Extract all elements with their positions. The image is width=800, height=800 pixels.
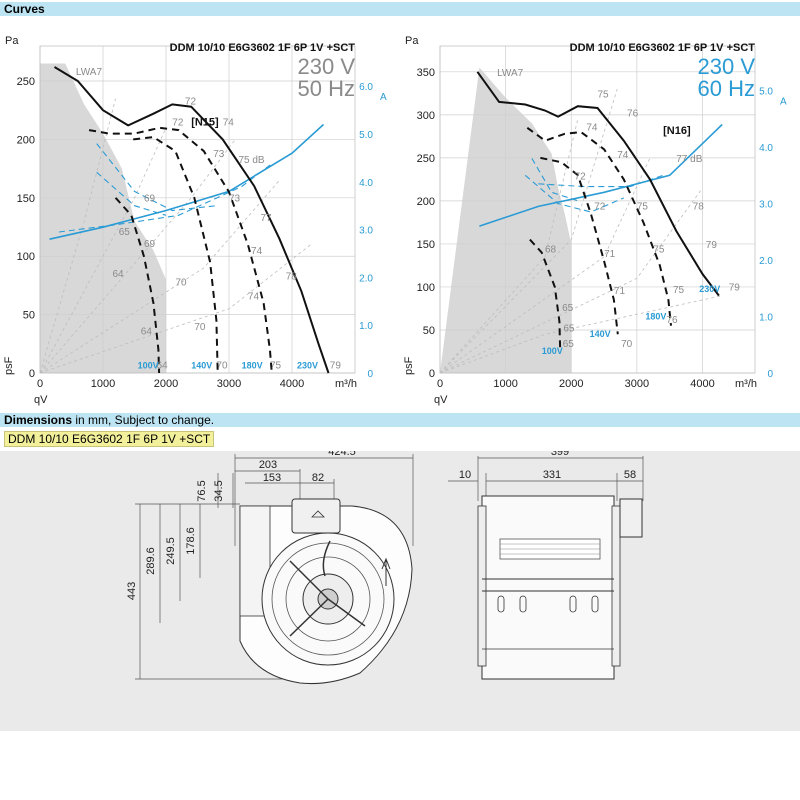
noise-level-label: LWA7: [75, 67, 103, 79]
right-tick-label: 5.0: [359, 130, 373, 142]
chart-60hz: [400, 18, 800, 413]
dim-34-5: 34.5: [213, 480, 225, 502]
x-tick-label: 4000: [690, 378, 715, 390]
right-tick-label: 0: [767, 369, 773, 380]
voltage-curve-label: 140V: [589, 328, 611, 339]
noise-level-label: 65: [563, 323, 575, 335]
dim-203: 203: [258, 459, 278, 471]
noise-level-label: 72: [172, 117, 184, 129]
dim-153: 153: [262, 472, 282, 484]
noise-level-label: 65: [562, 339, 574, 351]
right-tick-label: 2.0: [359, 273, 373, 285]
y-tick-label: 50: [422, 324, 435, 337]
noise-level-label: 78: [285, 271, 297, 283]
noise-level-label: 69: [143, 238, 156, 250]
noise-level-label: 64: [140, 326, 152, 338]
dimension-drawing-area: [0, 451, 800, 731]
x-axis-label: qV: [434, 394, 448, 406]
dim-178-6: 178.6: [185, 527, 197, 555]
voltage-curve-label: 100V: [137, 360, 159, 371]
y-tick-label: 100: [16, 251, 35, 264]
voltage-curve-label: 100V: [541, 346, 563, 357]
dim-289-6: 289.6: [145, 547, 157, 575]
noise-level-label: 64: [112, 269, 124, 281]
noise-level-label: 70: [216, 360, 228, 372]
dimensions-header: [0, 413, 800, 427]
noise-level-label: 74: [247, 291, 260, 303]
noise-level-label: 79: [329, 360, 341, 372]
noise-level-label: 73: [229, 193, 241, 205]
right-tick-label: 1.0: [359, 321, 373, 333]
dim-58: 58: [623, 469, 637, 481]
y-tick-label: 250: [16, 76, 35, 89]
front-view: [240, 499, 412, 684]
y-tick-label: 200: [16, 134, 35, 147]
noise-level-label: 73: [213, 148, 225, 160]
noise-level-label: 75: [653, 244, 665, 256]
dimension-drawing: [0, 451, 800, 731]
y-tick-label: 50: [22, 309, 35, 322]
noise-level-label: 77: [260, 213, 272, 225]
chart-50hz: [0, 18, 400, 413]
curve-ref-label: [N15]: [191, 116, 219, 129]
voltage-curve-label: 230V: [297, 360, 319, 371]
right-tick-label: 2.0: [759, 256, 773, 268]
frequency-label: 50 Hz: [297, 76, 355, 101]
noise-level-label: 74: [617, 149, 629, 161]
x-tick-label: 0: [36, 378, 44, 390]
noise-level-label: 77 dB: [676, 154, 703, 166]
right-tick-label: 3.0: [359, 225, 373, 237]
voltage-curve-label: 180V: [241, 360, 263, 371]
noise-level-label: 71: [613, 285, 626, 297]
x-tick-label: 0: [436, 378, 444, 390]
y-tick-label: 0: [28, 368, 35, 380]
x-tick-label: 1000: [493, 378, 518, 390]
right-axis-unit: A: [780, 96, 787, 108]
right-tick-label: 1.0: [759, 312, 773, 324]
noise-level-label: 79: [705, 240, 717, 252]
curve-ref-label: [N16]: [663, 124, 691, 137]
noise-level-label: 68: [545, 244, 557, 256]
right-tick-label: 6.0: [359, 82, 373, 94]
noise-level-label: 75: [636, 201, 648, 213]
noise-level-label: 75 dB: [238, 154, 265, 166]
side-view: [478, 496, 642, 679]
curves-header: [0, 2, 800, 16]
dim-424-5: 424.5: [328, 451, 356, 458]
x-tick-label: 2000: [153, 378, 179, 390]
x-tick-label: 3000: [624, 378, 650, 390]
x-tick-label: 3000: [216, 378, 242, 390]
noise-level-label: 74: [251, 245, 263, 257]
dim-399: 399: [550, 451, 570, 458]
dim-76-5: 76.5: [196, 480, 208, 502]
y-tick-label: 350: [416, 66, 435, 79]
y-tick-label: 200: [416, 195, 435, 208]
chart-title: DDM 10/10 E6G3602 1F 6P 1V +SCT: [169, 42, 355, 54]
x-tick-label: 1000: [90, 378, 116, 390]
noise-level-label: 75: [597, 89, 609, 101]
dim-249-5: 249.5: [165, 537, 177, 565]
noise-level-label: 71: [604, 248, 616, 260]
model-tag: DDM 10/10 E6G3602 1F 6P 1V +SCT: [4, 431, 214, 447]
side-dim-labels: [459, 451, 636, 481]
noise-level-label: 76: [627, 108, 639, 120]
voltage-curve-label: 230V: [699, 284, 721, 295]
dim-443: 443: [126, 581, 138, 601]
y-axis-label: psF: [3, 356, 15, 375]
right-tick-label: 4.0: [359, 177, 373, 189]
noise-level-label: 65: [118, 227, 130, 239]
x-unit-label: m³/h: [335, 378, 357, 390]
y-tick-label: 150: [416, 238, 435, 251]
x-tick-label: 4000: [279, 378, 305, 390]
x-unit-label: m³/h: [735, 378, 757, 390]
noise-level-label: 65: [562, 303, 574, 315]
noise-level-label: 79: [728, 282, 740, 294]
noise-level-label: 75: [672, 284, 685, 296]
noise-level-label: 76: [666, 315, 678, 327]
y-unit-label: Pa: [405, 35, 419, 47]
dimensions-note: in mm, Subject to change.: [72, 413, 215, 427]
noise-level-label: 72: [184, 96, 197, 108]
right-axis-unit: A: [380, 92, 387, 104]
dim-82: 82: [311, 472, 325, 484]
noise-level-label: 72: [594, 201, 606, 213]
dim-331: 331: [542, 469, 562, 481]
frequency-label: 60 Hz: [697, 76, 755, 101]
noise-level-label: 72: [574, 171, 586, 183]
noise-level-label: 78: [692, 201, 704, 213]
voltage-curve-label: 140V: [191, 360, 213, 371]
dimensions-title: Dimensions: [4, 413, 73, 427]
noise-level-label: 75: [269, 360, 282, 372]
y-tick-label: 150: [16, 192, 35, 205]
right-tick-label: 4.0: [759, 143, 773, 155]
noise-level-label: 70: [194, 321, 206, 333]
noise-level-label: 70: [621, 339, 633, 351]
x-tick-label: 2000: [559, 378, 584, 390]
noise-level-label: 74: [586, 122, 598, 134]
noise-level-label: 74: [222, 117, 234, 129]
voltage-label: 230 V: [697, 54, 755, 79]
dim-10: 10: [458, 469, 472, 481]
y-axis-label: psF: [403, 356, 415, 375]
noise-level-label: 64: [156, 360, 168, 372]
noise-level-label: 69: [143, 193, 156, 205]
y-tick-label: 300: [416, 109, 435, 122]
right-tick-label: 3.0: [759, 199, 773, 211]
curves-title: Curves: [4, 2, 45, 16]
y-tick-label: 100: [416, 281, 435, 294]
noise-level-label: LWA7: [497, 68, 524, 80]
right-tick-label: 0: [367, 369, 373, 380]
chart-title: DDM 10/10 E6G3602 1F 6P 1V +SCT: [569, 42, 755, 54]
y-unit-label: Pa: [5, 35, 19, 47]
x-axis-label: qV: [34, 394, 48, 406]
noise-level-label: 70: [175, 277, 187, 289]
voltage-label: 230 V: [297, 54, 355, 79]
voltage-curve-label: 180V: [645, 311, 667, 322]
y-tick-label: 250: [416, 152, 435, 165]
y-tick-label: 0: [428, 368, 435, 380]
right-tick-label: 5.0: [759, 86, 773, 98]
